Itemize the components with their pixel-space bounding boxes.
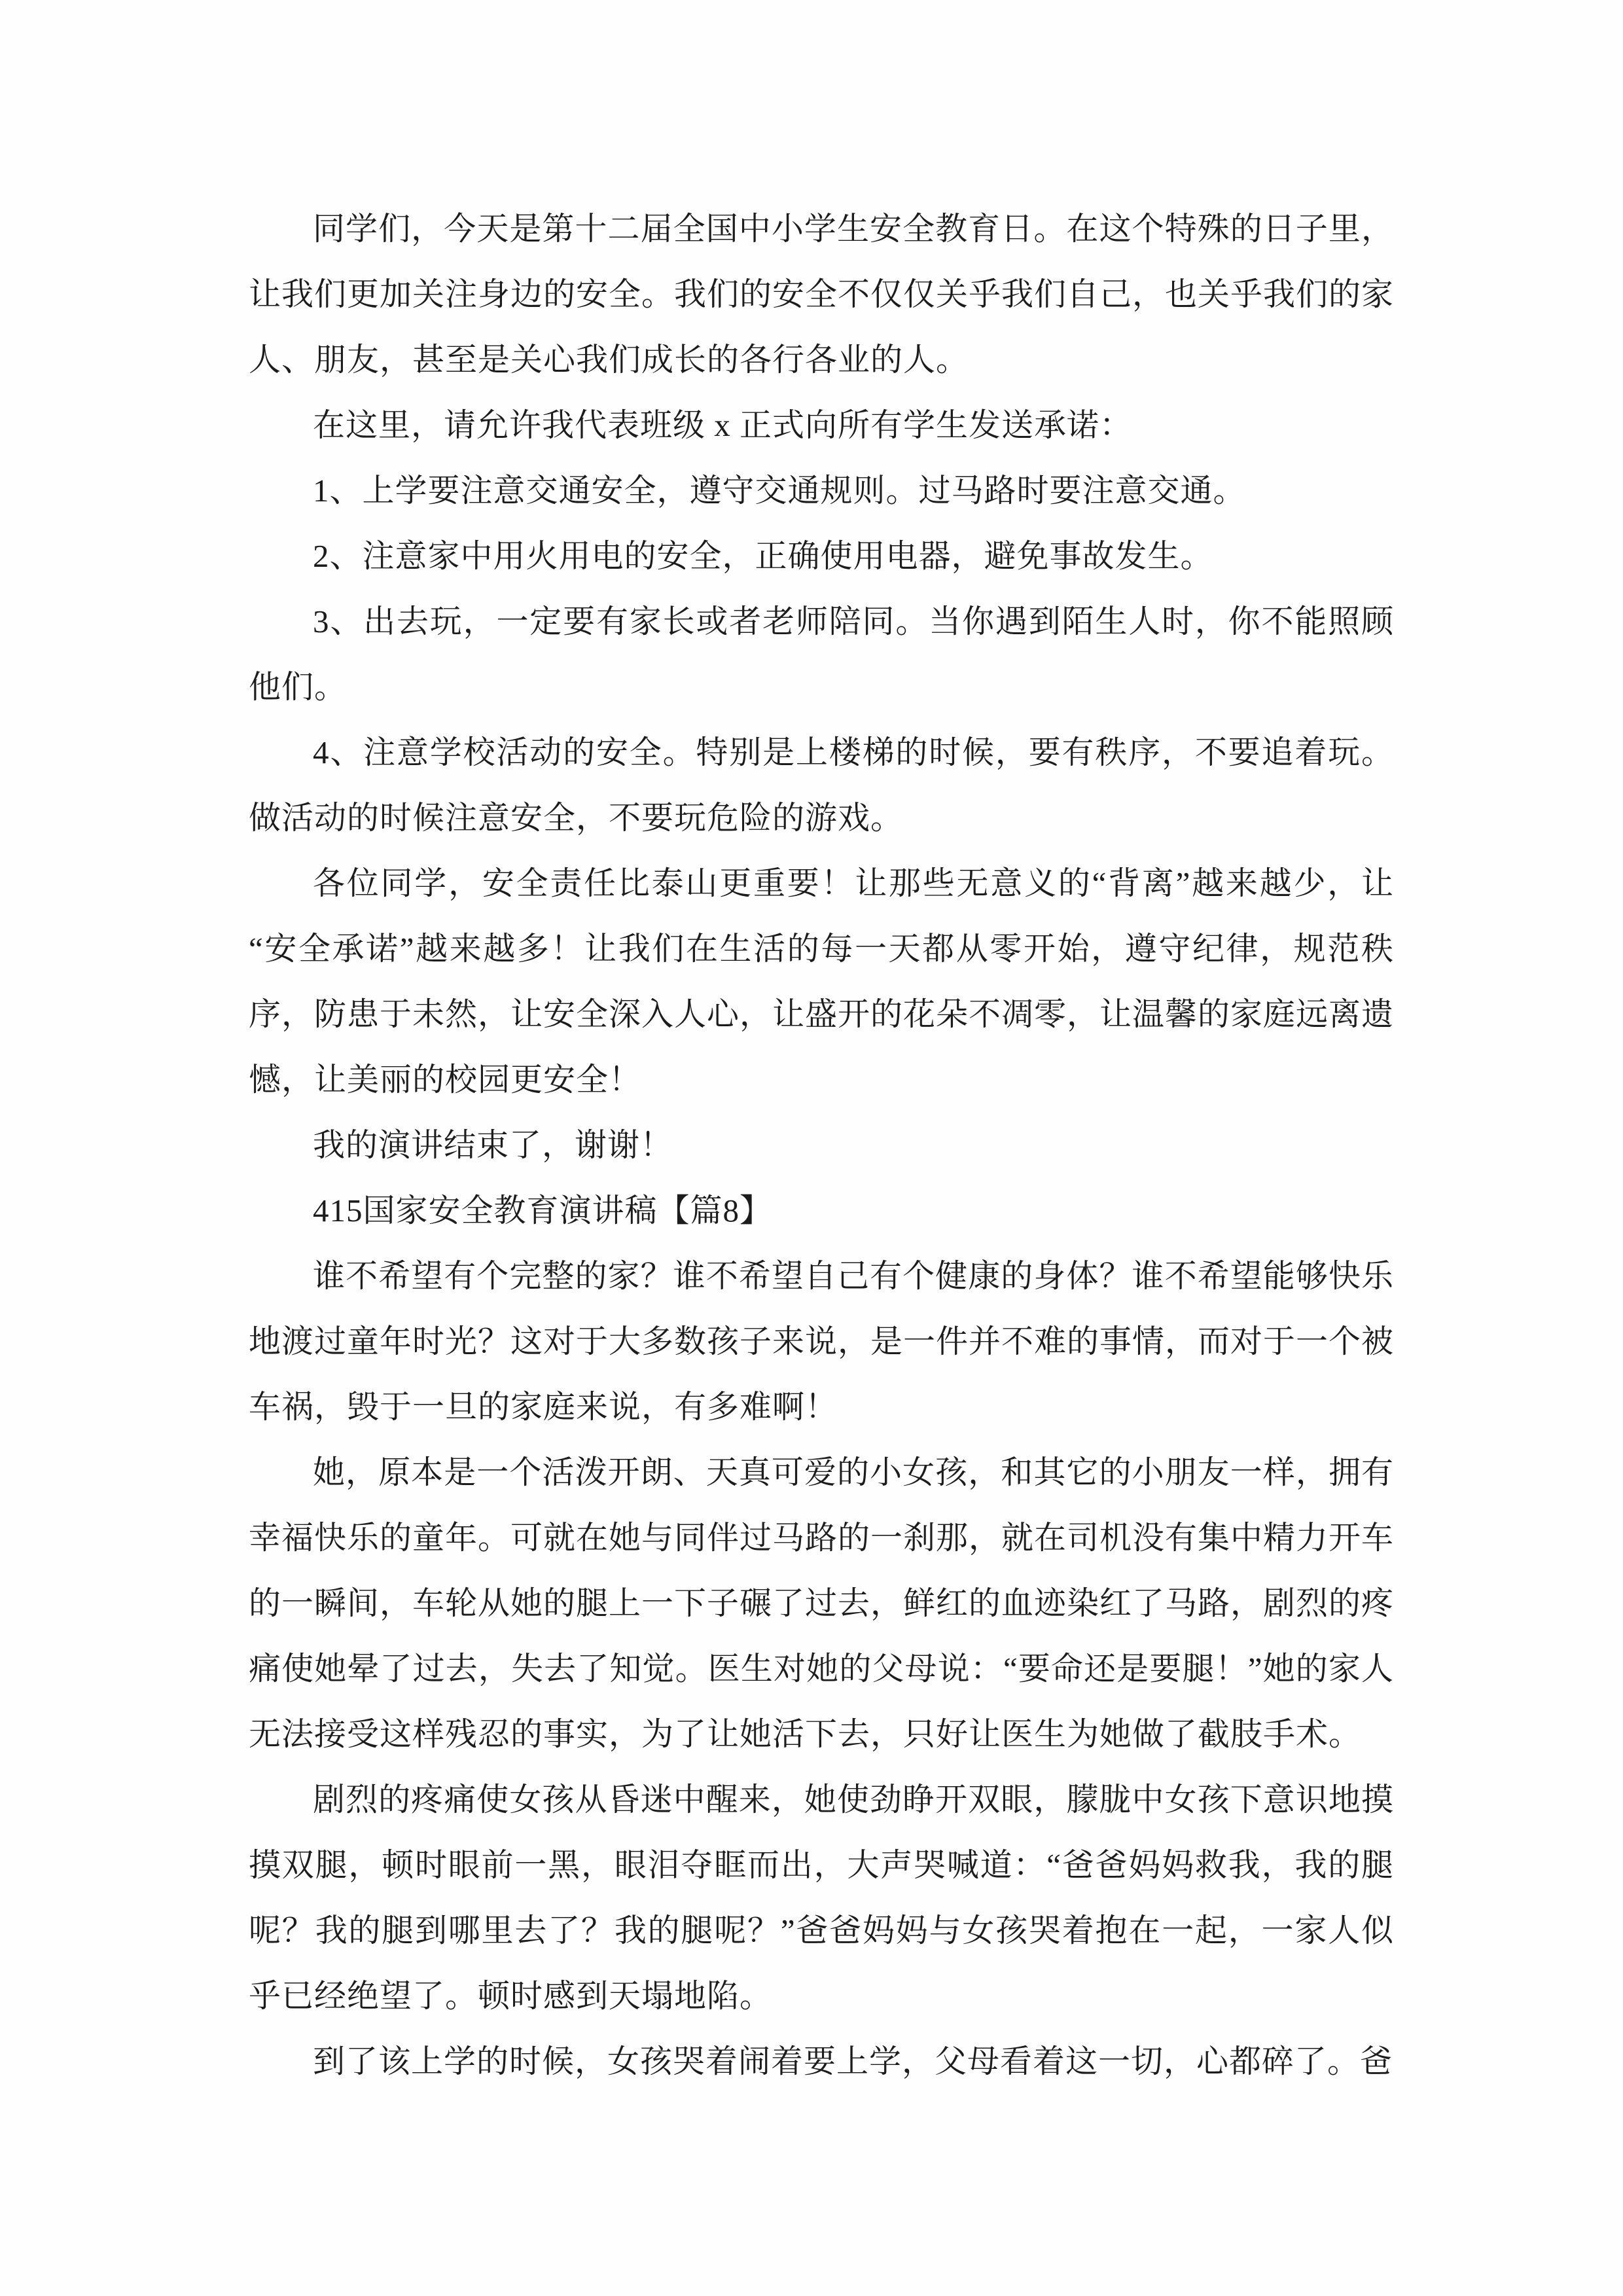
paragraph-story-awakening: 剧烈的疼痛使女孩从昏迷中醒来，她使劲睁开双眼，朦胧中女孩下意识地摸摸双腿，顿时眼前一黑，眼泪夺眶而出，大声哭喊道：“爸爸妈妈救我，我的腿呢？我的腿到哪里去了？我的腿呢？”爸爸妈妈与女孩哭着抱在一起，一家人似乎已经绝望了。顿时感到天塌地陷。	[249, 1782, 1394, 2014]
paragraph-appeal: 各位同学，安全责任比泰山更重要！让那些无意义的“背离”越来越少，让“安全承诺”越来越多！让我们在生活的每一天都从零开始，遵守纪律，规范秩序，防患于未然，让安全深入人心，让盛开的花朵不凋零，让温馨的家庭远离遗憾，让美丽的校园更安全！	[249, 865, 1395, 1098]
paragraph-story-accident: 她，原本是一个活泼开朗、天真可爱的小女孩，和其它的小朋友一样，拥有幸福快乐的童年。可就在她与同伴过马路的一刹那，就在司机没有集中精力开车的一瞬间，车轮从她的腿上一下子碾了过去，鲜红的血迹染红了马路，剧烈的疼痛使她晕了过去，失去了知觉。医生对她的父母说：“要命还是要腿！”她的家人无法接受这样残忍的事实，为了让她活下去，只好让医生为她做了截肢手术。	[249, 1454, 1395, 1752]
paragraph-rule-4: 4、注意学校活动的安全。特别是上楼梯的时候，要有秩序，不要追着玩。做活动的时候注意安全，不要玩危险的游戏。	[249, 734, 1394, 836]
paragraph-story-school: 到了该上学的时候，女孩哭着闹着要上学，父母看着这一切，心都碎了。爸	[313, 2043, 1393, 2079]
section-heading: 415国家安全教育演讲稿【篇8】	[313, 1193, 773, 1229]
paragraph-story-lead: 谁不希望有个完整的家？谁不希望自己有个健康的身体？谁不希望能够快乐地渡过童年时光？这对于大多数孩子来说，是一件并不难的事情，而对于一个被车祸，毁于一旦的家庭来说，有多难啊！	[249, 1258, 1395, 1425]
paragraph-pledge-lead: 在这里，请允许我代表班级 x 正式向所有学生发送承诺：	[313, 407, 1133, 443]
paragraph-rule-3: 3、出去玩，一定要有家长或者老师陪同。当你遇到陌生人时，你不能照顾他们。	[249, 603, 1394, 705]
paragraph-intro: 同学们，今天是第十二届全国中小学生安全教育日。在这个特殊的日子里，让我们更加关注身边的安全。我们的安全不仅仅关乎我们自己，也关乎我们的家人、朋友，甚至是关心我们成长的各行各业的人。	[249, 211, 1395, 378]
paragraph-closing: 我的演讲结束了，谢谢！	[313, 1127, 673, 1163]
paragraph-rule-1: 1、上学要注意交通安全，遵守交通规则。过马路时要注意交通。	[313, 473, 1246, 509]
paragraph-rule-2: 2、注意家中用火用电的安全，正确使用电器，避免事故发生。	[313, 538, 1213, 574]
